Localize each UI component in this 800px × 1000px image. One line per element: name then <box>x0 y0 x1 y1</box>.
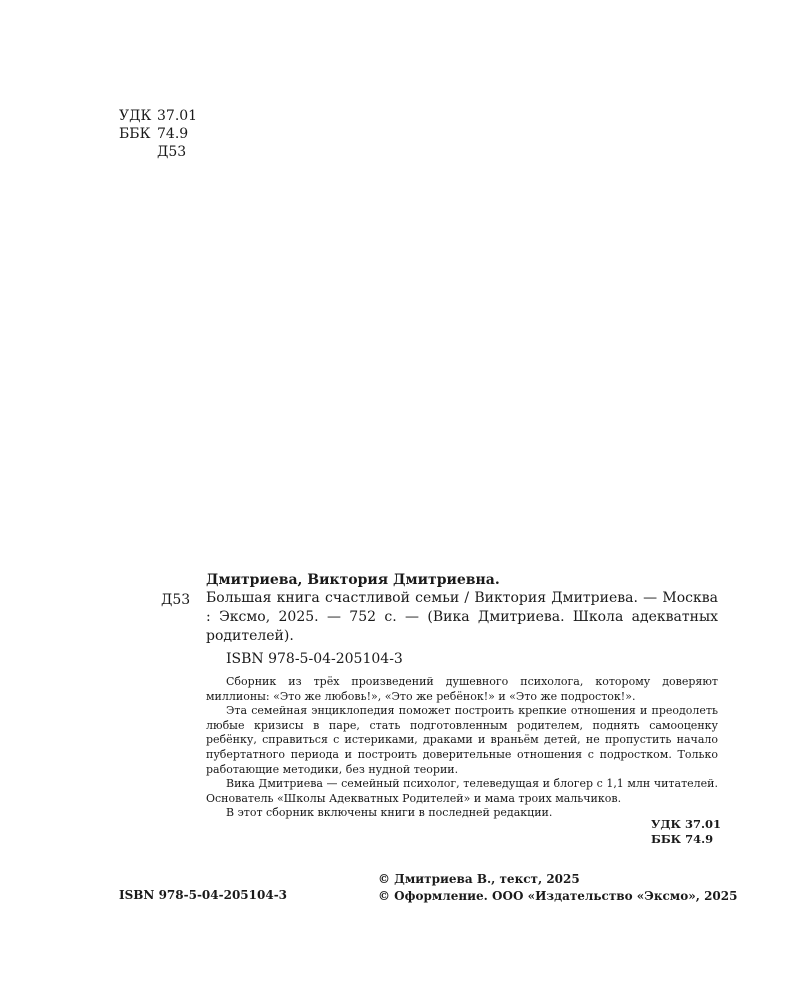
author-sign-row <box>119 143 197 161</box>
bbk-value: 74.9 <box>157 126 189 142</box>
bottom-classification-codes <box>651 817 721 847</box>
classification-codes <box>119 107 197 161</box>
footer-isbn: ISBN 978-5-04-205104-3 <box>119 888 288 902</box>
annotation-paragraph: Сборник из трёх произведений душевного психолога, которому доверяют миллионы: «Это же любовь!», «Это же ребёнок!» и «Это же подросток!». <box>206 675 718 703</box>
bbk-label: ББК <box>119 126 151 142</box>
author-sign: Д53 <box>157 144 187 160</box>
catalog-description: Большая книга счастливой семьи / Виктория Дмитриева. — Москва : Эксмо, 2025. — 752 с. — (Вика Дмитриева. Школа адекватных родителей). <box>206 590 718 644</box>
copyright-text: © Дмитриева В., текст, 2025 <box>378 872 580 886</box>
copyright-design: © Оформление. ООО «Издательство «Эксмо», 2025 <box>378 889 738 903</box>
bottom-bbk: ББК 74.9 <box>651 832 714 846</box>
udk-value: 37.01 <box>157 108 198 124</box>
catalog-index: Д53 <box>161 592 191 608</box>
bottom-udk: УДК 37.01 <box>651 817 722 831</box>
udk-row <box>119 107 197 125</box>
catalog-author: Дмитриева, Виктория Дмитриевна. <box>206 572 500 588</box>
annotation-paragraph: В этот сборник включены книги в последней редакции. <box>226 806 553 820</box>
annotation <box>206 675 718 821</box>
annotation-paragraph: Вика Дмитриева — семейный психолог, телеведущая и блогер с 1,1 млн читателей. Основатель «Школы Адекватных Родителей» и мама троих мальчиков. <box>206 777 718 805</box>
udk-label: УДК <box>119 108 152 124</box>
bbk-row <box>119 125 197 143</box>
copyright-block <box>378 871 737 905</box>
catalog-isbn: ISBN 978-5-04-205104-3 <box>226 651 403 667</box>
annotation-paragraph: Эта семейная энциклопедия поможет построить крепкие отношения и преодолеть любые кризисы в паре, стать подготовленным родителем, поднять самооценку ребёнку, справиться с истериками, драками и враньём детей, не пропустить начало пубертатного периода и построить доверительные отношения с подростком. Только работающие методики, без нудной теории. <box>206 704 718 776</box>
